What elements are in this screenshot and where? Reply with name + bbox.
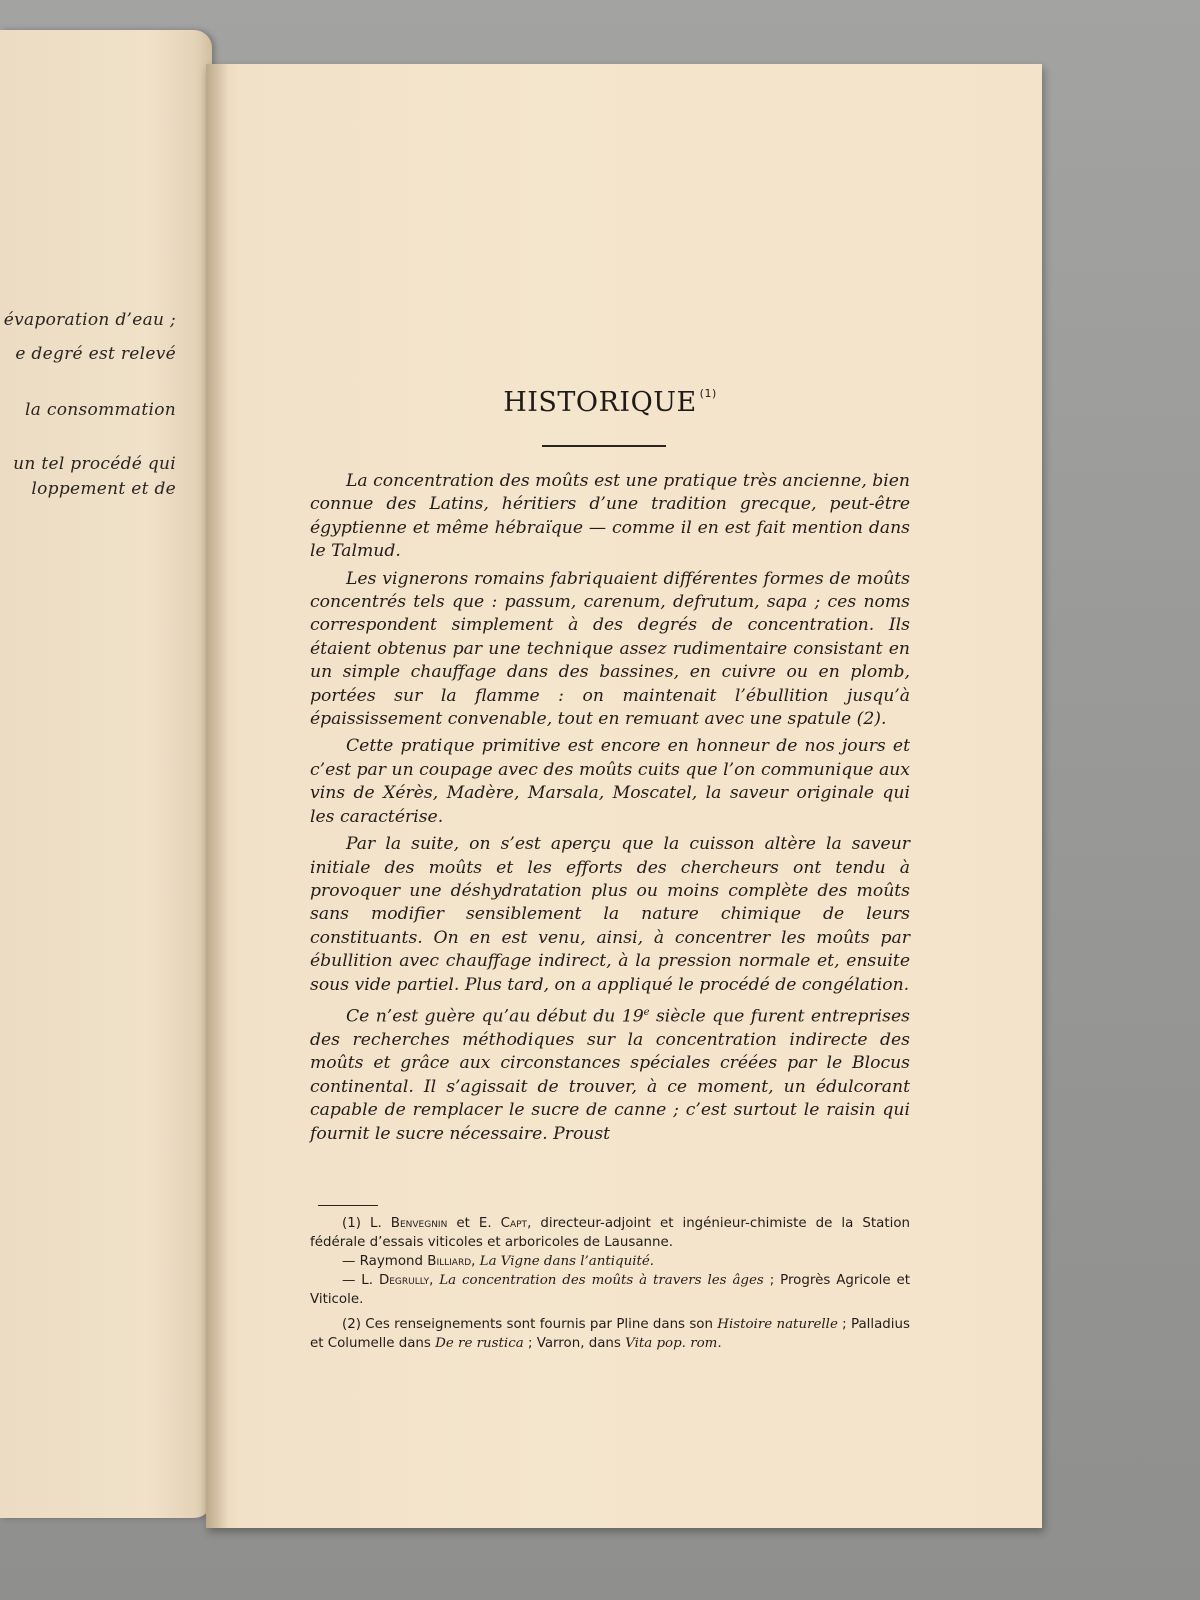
author-name: Degrully <box>378 1273 430 1288</box>
work-title: De re rustica <box>435 1336 524 1351</box>
work-title: Histoire naturelle <box>717 1317 838 1332</box>
work-title: Vita pop. rom. <box>625 1336 722 1351</box>
footnote-text: et E. <box>447 1216 501 1231</box>
page-title <box>498 387 722 418</box>
left-page-line: évaporation d’eau ; <box>3 310 176 330</box>
author-name: Capt <box>500 1216 528 1231</box>
work-title: La Vigne dans l’antiquité. <box>479 1254 655 1269</box>
page-title-text: HISTORIQUE <box>503 387 697 418</box>
footnote-rule <box>318 1205 378 1206</box>
work-title: La concentration des moûts à travers les âges <box>439 1273 764 1288</box>
footnote-1c <box>310 1271 910 1309</box>
footnote-1b <box>310 1252 910 1271</box>
paragraph: Par la suite, on s’est aperçu que la cuisson altère la saveur initiale des moûts et les efforts des chercheurs ont tendu à provoquer une déshydratation plus ou moins complète des moûts sans modifier sensiblement la nature chimique de leurs constituants. On en est venu, ainsi, à concentrer les moûts par ébullition avec chauffage indirect, à la pression normale et, ensuite sous vide partiel. Plus tard, on a appliqué le procédé de congélation. <box>310 834 910 995</box>
footnote-text: , <box>429 1273 440 1288</box>
footnote-text: (2) Ces renseignements sont fournis par Pline dans son <box>342 1317 718 1332</box>
paragraph: La concentration des moûts est une pratique très ancienne, bien connue des Latins, héritiers d’une tradition grecque, peut-être égyptienne et même hébraïque — comme il en est fait mention dans le Talmud. <box>310 471 910 562</box>
left-page-line: un tel procédé qui <box>13 454 176 474</box>
left-page-line: e degré est relevé <box>15 344 176 364</box>
author-name: Billiard <box>427 1254 472 1269</box>
footnote-1 <box>310 1214 910 1252</box>
paragraph-text: siècle que furent entreprises des recherches méthodiques sur la concentration indirecte des moûts et grâce aux circonstances spéciales créées par le Blocus continental. Il s’agissait de trouver, à ce moment, un édulcorant capable de remplacer le sucre de canne ; c’est surtout le raisin qui fournit le sucre nécessaire. Proust <box>310 1006 910 1144</box>
footnotes <box>310 1214 910 1353</box>
spine-shadow <box>206 64 228 1528</box>
left-page-line: loppement et de <box>31 479 176 499</box>
footnote-text: — Raymond <box>342 1254 428 1269</box>
author-name: Benvegnin <box>390 1216 448 1231</box>
superscript: e <box>643 1006 650 1018</box>
paragraph: Cette pratique primitive est encore en honneur de nos jours et c’est par un coupage avec des moûts cuits que l’on communique aux vins de Xérès, Madère, Marsala, Moscatel, la saveur originale qui les caractérise. <box>310 736 910 827</box>
title-footnote-marker: (1) <box>699 387 717 400</box>
footnote-2 <box>310 1315 910 1353</box>
footnote-text: , directeur-adjoint et ingénieur-chimiste de la Station fédérale d’essais viticoles et arboricoles de Lausanne. <box>310 1216 910 1250</box>
left-page <box>0 30 212 1518</box>
paragraph <box>310 1001 910 1146</box>
footnote-text: ; Palladius et Columelle dans <box>310 1317 910 1351</box>
right-page <box>206 64 1042 1528</box>
footnote-text: ; Progrès Agricole et Viticole. <box>310 1273 910 1307</box>
footnote-text: — L. <box>342 1273 379 1288</box>
footnote-text: ; Varron, dans <box>523 1336 626 1351</box>
paragraph-text: Ce n’est guère qu’au début du 19 <box>346 1006 644 1027</box>
title-rule <box>542 445 666 447</box>
body-text <box>310 470 910 1150</box>
footnote-text: , <box>471 1254 480 1269</box>
paragraph: Les vignerons romains fabriquaient différentes formes de moûts concentrés tels que : passum, carenum, defrutum, sapa ; ces noms correspondent simplement à des degrés de concentration. Ils étaient obtenus par une technique assez rudimentaire consistant en un simple chauffage dans des bassines, en cuivre ou en plomb, portées sur la flamme : on maintenait l’ébullition jusqu’à épaississement convenable, tout en remuant avec une spatule (2). <box>310 568 910 730</box>
footnote-text: (1) L. <box>342 1216 391 1231</box>
left-page-line: la consommation <box>25 400 176 420</box>
